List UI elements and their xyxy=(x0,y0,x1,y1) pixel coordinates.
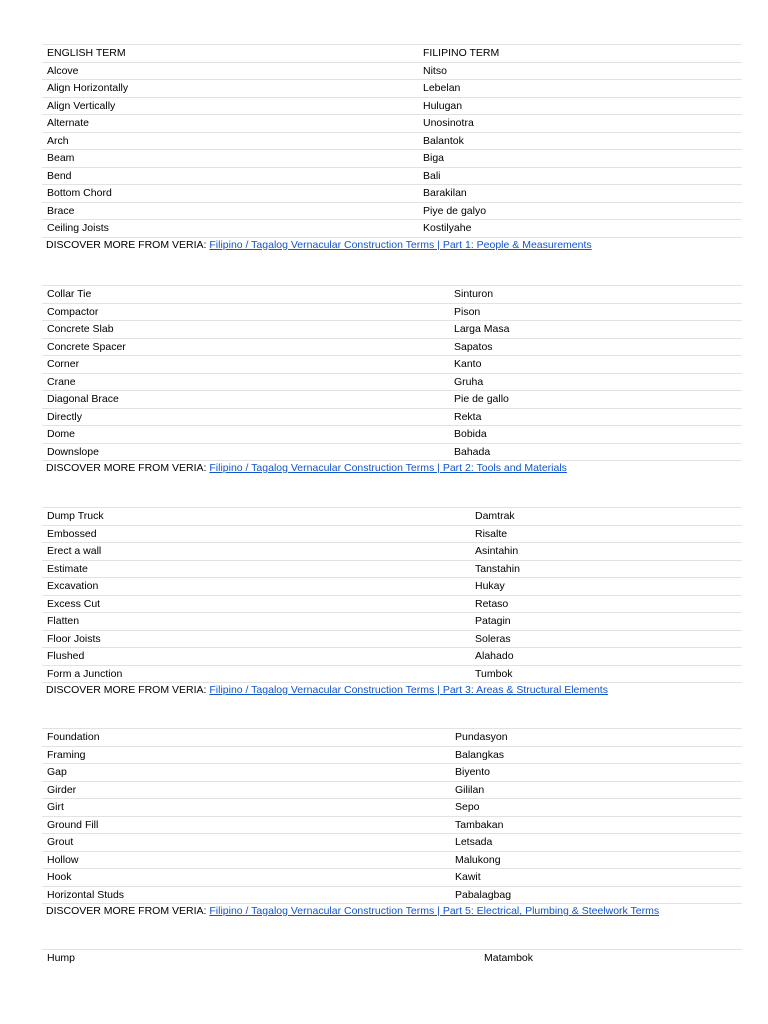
filipino-term: Sapatos xyxy=(454,340,493,353)
table-row xyxy=(42,390,742,408)
related-article-link[interactable]: Filipino / Tagalog Vernacular Construction Terms | Part 3: Areas & Structural Elements xyxy=(209,684,608,696)
table-row xyxy=(42,443,742,461)
filipino-term: Malukong xyxy=(455,853,501,866)
english-term: Directly xyxy=(47,410,83,423)
filipino-term: Bobida xyxy=(454,428,487,440)
english-term: Floor Joists xyxy=(47,632,101,645)
table-row xyxy=(42,132,742,150)
filipino-term: Sinturon xyxy=(454,288,494,300)
discover-more-line xyxy=(42,682,742,697)
english-term: Alternate xyxy=(47,117,90,129)
filipino-term: Piye de galyo xyxy=(423,204,487,217)
filipino-term: Hukay xyxy=(475,580,505,592)
english-term: Flushed xyxy=(47,650,85,662)
filipino-term: Nitso xyxy=(423,64,447,77)
english-term: Align Horizontally xyxy=(47,82,129,94)
english-term: Brace xyxy=(47,204,75,217)
table-row xyxy=(42,184,742,202)
english-term: Form a Junction xyxy=(47,667,123,680)
table-row xyxy=(42,763,742,781)
english-term: Hook xyxy=(47,871,72,883)
filipino-term: Unosinotra xyxy=(423,117,474,129)
english-term: Ceiling Joists xyxy=(47,222,109,234)
english-term: Downslope xyxy=(47,445,99,458)
english-term: Collar Tie xyxy=(47,288,92,300)
related-article-link[interactable]: Filipino / Tagalog Vernacular Construction Terms | Part 2: Tools and Materials xyxy=(209,462,567,474)
english-term: Excavation xyxy=(47,580,99,592)
english-term: ENGLISH TERM xyxy=(47,47,126,59)
filipino-term: Pundasyon xyxy=(455,731,508,743)
discover-more-line xyxy=(42,460,742,475)
filipino-term: Matambok xyxy=(484,952,534,964)
english-term: Alcove xyxy=(47,64,79,77)
english-term: Crane xyxy=(47,375,76,388)
filipino-term: Risalte xyxy=(475,527,508,540)
table-row xyxy=(42,612,742,630)
english-term: Horizontal Studs xyxy=(47,888,125,901)
table-row xyxy=(42,408,742,426)
term-table-section xyxy=(42,285,742,475)
english-term: Dome xyxy=(47,428,76,440)
filipino-term: Balangkas xyxy=(455,748,505,761)
english-term: Bend xyxy=(47,169,72,182)
filipino-term: Barakilan xyxy=(423,187,467,199)
discover-more-label: DISCOVER MORE FROM VERIA: xyxy=(46,684,210,696)
table-row xyxy=(42,320,742,338)
table-row xyxy=(42,425,742,443)
filipino-term: Bali xyxy=(423,169,441,182)
filipino-term: Soleras xyxy=(475,632,511,645)
table-row xyxy=(42,868,742,886)
term-table-section xyxy=(42,728,742,918)
english-term: Align Vertically xyxy=(47,99,116,112)
term-table-section xyxy=(42,44,742,252)
filipino-term: Sepo xyxy=(455,801,480,813)
discover-more-label: DISCOVER MORE FROM VERIA: xyxy=(46,238,210,251)
filipino-term: Tambakan xyxy=(455,818,504,831)
table-row xyxy=(42,728,742,746)
table-row xyxy=(42,577,742,595)
filipino-term: Rekta xyxy=(454,410,482,423)
english-term: Foundation xyxy=(47,731,100,743)
table-row xyxy=(42,665,742,683)
related-article-link[interactable]: Filipino / Tagalog Vernacular Construction Terms | Part 1: People & Measurements xyxy=(209,238,592,251)
table-row xyxy=(42,507,742,525)
filipino-term: Gililan xyxy=(455,783,485,796)
filipino-term: Bahada xyxy=(454,445,491,458)
table-row xyxy=(42,167,742,185)
discover-more-label: DISCOVER MORE FROM VERIA: xyxy=(46,905,210,917)
filipino-term: Retaso xyxy=(475,597,509,610)
filipino-term: Pie de gallo xyxy=(454,393,509,405)
english-term: Girt xyxy=(47,801,64,813)
filipino-term: Alahado xyxy=(475,650,514,662)
table-row xyxy=(42,746,742,764)
english-term: Gap xyxy=(47,766,67,778)
filipino-term: Biyento xyxy=(455,766,491,778)
english-term: Concrete Slab xyxy=(47,323,114,335)
related-article-link[interactable]: Filipino / Tagalog Vernacular Construction Terms | Part 5: Electrical, Plumbing & Steelwork Terms xyxy=(209,905,660,917)
english-term: Concrete Spacer xyxy=(47,340,126,353)
table-row xyxy=(42,816,742,834)
filipino-term: Balantok xyxy=(423,134,464,147)
table-row xyxy=(42,851,742,869)
filipino-term: Lebelan xyxy=(423,82,461,94)
table-row xyxy=(42,542,742,560)
english-term: Flatten xyxy=(47,615,80,627)
filipino-term: Gruha xyxy=(454,375,484,388)
table-row xyxy=(42,355,742,373)
english-term: Grout xyxy=(47,836,74,848)
discover-more-line xyxy=(42,903,742,918)
english-term: Excess Cut xyxy=(47,597,101,610)
filipino-term: Kawit xyxy=(455,871,481,883)
filipino-term: FILIPINO TERM xyxy=(423,47,500,59)
table-header-row xyxy=(42,44,742,62)
english-term: Dump Truck xyxy=(47,510,104,522)
english-term: Diagonal Brace xyxy=(47,393,119,405)
english-term: Girder xyxy=(47,783,77,796)
filipino-term: Tumbok xyxy=(475,667,513,680)
table-row xyxy=(42,630,742,648)
english-term: Framing xyxy=(47,748,86,761)
filipino-term: Hulugan xyxy=(423,99,463,112)
table-row xyxy=(42,219,742,237)
english-term: Bottom Chord xyxy=(47,187,112,199)
discover-more-label: DISCOVER MORE FROM VERIA: xyxy=(46,462,210,474)
filipino-term: Asintahin xyxy=(475,545,519,557)
term-table-section xyxy=(42,949,742,967)
table-row xyxy=(42,303,742,321)
filipino-term: Pison xyxy=(454,305,481,318)
english-term: Compactor xyxy=(47,305,99,318)
filipino-term: Kanto xyxy=(454,358,482,370)
table-row xyxy=(42,949,742,967)
english-term: Corner xyxy=(47,358,80,370)
english-term: Hump xyxy=(47,952,76,964)
filipino-term: Kostilyahe xyxy=(423,222,472,234)
filipino-term: Patagin xyxy=(475,615,511,627)
table-row xyxy=(42,285,742,303)
table-row xyxy=(42,149,742,167)
table-row xyxy=(42,647,742,665)
english-term: Erect a wall xyxy=(47,545,102,557)
term-table-section xyxy=(42,507,742,697)
filipino-term: Biga xyxy=(423,152,445,164)
english-term: Estimate xyxy=(47,562,88,575)
english-term: Embossed xyxy=(47,527,97,540)
table-row xyxy=(42,525,742,543)
table-row xyxy=(42,338,742,356)
table-row xyxy=(42,62,742,80)
table-row xyxy=(42,373,742,391)
english-term: Ground Fill xyxy=(47,818,99,831)
filipino-term: Larga Masa xyxy=(454,323,510,335)
filipino-term: Pabalagbag xyxy=(455,888,512,901)
table-row xyxy=(42,114,742,132)
table-row xyxy=(42,79,742,97)
table-row xyxy=(42,560,742,578)
filipino-term: Tanstahin xyxy=(475,562,520,575)
discover-more-line xyxy=(42,237,742,252)
table-row xyxy=(42,595,742,613)
english-term: Arch xyxy=(47,134,69,147)
english-term: Beam xyxy=(47,152,75,164)
table-row xyxy=(42,202,742,220)
table-row xyxy=(42,781,742,799)
filipino-term: Letsada xyxy=(455,836,493,848)
table-row xyxy=(42,886,742,904)
table-row xyxy=(42,798,742,816)
table-row xyxy=(42,97,742,115)
table-row xyxy=(42,833,742,851)
filipino-term: Damtrak xyxy=(475,510,515,522)
english-term: Hollow xyxy=(47,853,79,866)
